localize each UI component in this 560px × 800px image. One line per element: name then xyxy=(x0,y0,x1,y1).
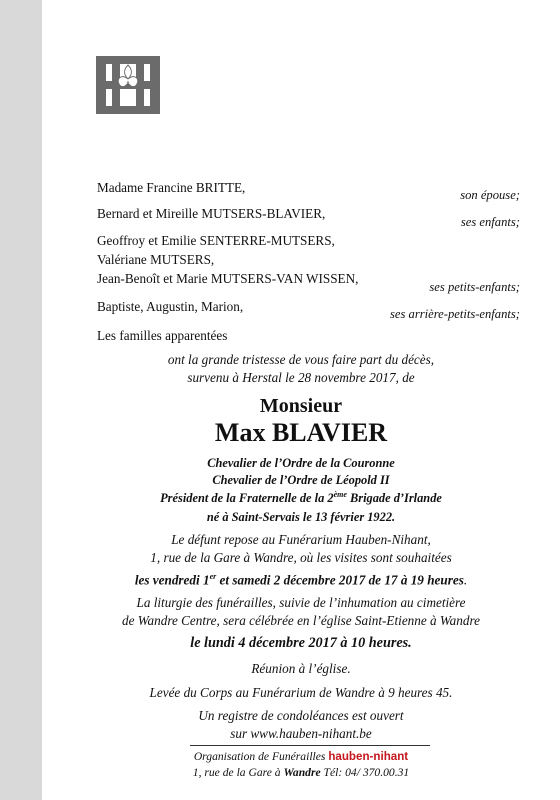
family-name-5: Jean-Benoît et Marie MUTSERS-VAN WISSEN, xyxy=(97,271,359,286)
repose-line-2: 1, rue de la Gare à Wandre, où les visites sont souhaitées xyxy=(150,550,452,565)
meeting-line: Réunion à l’église. xyxy=(251,661,351,676)
register-line-2: sur www.hauben-nihant.be xyxy=(230,726,372,741)
fleur-de-lis-cross-icon xyxy=(96,56,160,114)
visit-dates-end: . xyxy=(463,572,468,588)
honor-3-sup: ème xyxy=(333,490,347,499)
visit-dates xyxy=(42,572,560,588)
honor-3-post: Brigade d’Irlande xyxy=(346,491,442,506)
left-margin-band xyxy=(0,0,42,800)
family-name-1: Madame Francine BRITTE, xyxy=(97,180,246,195)
footer-addr-tel: Tél: 04/ 370.00.31 xyxy=(320,766,410,779)
family-name-6: Baptiste, Augustin, Marion, xyxy=(97,299,244,314)
funeral-line-2: de Wandre Centre, sera célébrée en l’église Saint-Etienne à Wandre xyxy=(122,613,480,628)
register-line-1: Un registre de condoléances est ouvert xyxy=(198,708,404,723)
family-name-4: Valériane MUTSERS, xyxy=(97,252,215,267)
funeral-date: le lundi 4 décembre 2017 à 10 heures. xyxy=(190,635,412,651)
birth-line: né à Saint-Servais le 13 février 1922. xyxy=(206,510,396,524)
family-name-7: Les familles apparentées xyxy=(97,328,228,343)
relation-great-grandchildren: ses arrière-petits-enfants; xyxy=(390,307,520,321)
repose-line-1: Le défunt repose au Funérarium Hauben-Nihant, xyxy=(171,532,431,547)
honor-1: Chevalier de l’Ordre de la Couronne xyxy=(207,456,395,470)
funeral-line-1: La liturgie des funérailles, suivie de l’inhumation au cimetière xyxy=(136,595,466,610)
footer-divider xyxy=(190,745,430,746)
relation-spouse: son épouse; xyxy=(460,188,520,202)
visit-dates-pre: les vendredi 1 xyxy=(134,572,210,588)
relation-children: ses enfants; xyxy=(460,215,520,229)
levee-line: Levée du Corps au Funérarium de Wandre à 9 heures 45. xyxy=(149,685,453,700)
announce-line-2: survenu à Herstal le 28 novembre 2017, de xyxy=(187,370,415,385)
deceased-title: Monsieur xyxy=(259,395,343,417)
visit-dates-post: et samedi 2 décembre 2017 de 17 à 19 heures xyxy=(216,572,464,588)
honor-3-pre: Président de la Fraternelle de la 2 xyxy=(160,491,334,506)
family-name-2: Bernard et Mireille MUTSERS-BLAVIER, xyxy=(97,206,326,221)
honor-3 xyxy=(42,490,560,506)
footer-org-pre: Organisation de Funérailles xyxy=(193,750,329,763)
deceased-name: Max BLAVIER xyxy=(214,418,388,447)
footer-address xyxy=(42,766,560,779)
visit-dates-sup: er xyxy=(209,572,217,581)
brand-logo-text: hauben-nihant xyxy=(328,750,409,763)
footer-addr-pre: 1, rue de la Gare à xyxy=(192,766,284,779)
announce-line-1: ont la grande tristesse de vous faire part du décès, xyxy=(167,352,435,367)
footer-org xyxy=(42,750,560,763)
family-name-3: Geoffroy et Emilie SENTERRE-MUTSERS, xyxy=(97,233,335,248)
footer-addr-town: Wandre xyxy=(283,766,321,779)
honor-2: Chevalier de l’Ordre de Léopold II xyxy=(212,473,390,487)
relation-grandchildren: ses petits-enfants; xyxy=(429,280,520,294)
